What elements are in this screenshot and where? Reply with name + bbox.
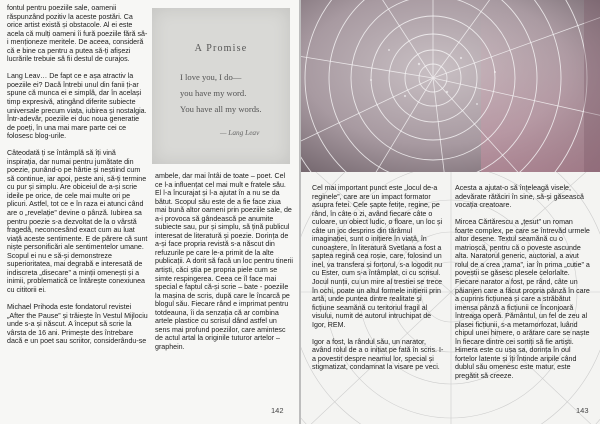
- quote-title: A Promise: [194, 43, 248, 54]
- right-col2-paragraph: Mircea Cărtărescu a „țesut” un roman foarte complex, pe care se întrevăd urmele altor desene. Textul seamănă cu o matrioșcă, pentru că o poveste ascunde alta. Naratorul generic, auctorial, a avut rolul de a crea „rama”, iar în prima „cutie” a poveștii se găsesc plesele celorlalte. Fiecare narator a fost, pe rând, câte un păianjen care a făcut propria pânză în care a cuprins ficțiunea și care a străbătut imensa pânză a ficțiunii ce înconjoară întreaga operă. Pământul, un fel de zeu al plasei ficțiunii, s-a metamorfozat, luând chipul unei himere, o arătare care se naște în fiecare dintre cei sortiți să fie artiști. Himera este cu ușa sa, dorința în oul fortelor latente și îți întinde aripile când dublul său omenesc este matur, este pregătit să creeze.: [455, 218, 590, 380]
- quote-author: — Lang Leav: [220, 128, 260, 137]
- page-number-left: 142: [271, 406, 284, 415]
- quote-card: [152, 8, 290, 164]
- left-col2-paragraph: ambele, dar mai întâi de toate – poet. Cel ce l-a influențat cel mai mult e fratele său. El l-a încurajat și l-a ajutat în a nu se da bătut. Scopul său este de a fie face ziua mai bună altor oameni prin poeziile sale, de a-i provoca să gândească pe anumite subiecte sau, pur și simplu, să țină publicul interesat de literatură și poezie. Dorința de a-și face propria revistă s-a născut din refuzurile pe care le-a primit de la alte publicații. A dorit să facă un loc pentru tinerii artiști, căci știa pe propria piele cum se simte respingerea. Ceea ce îl face mai special e faptul că-și scrie – bate - poeziile la mașina de scris, după care le încarcă pe blogul său. Fiecare rând e imprimat pentru totdeauna, îi da senzația că ar combina artele plastice cu scrisul dând astfel un sens mai profund poeziilor, care amintesc de actul artal la originile tuturor artelor – graphein.: [155, 172, 293, 351]
- quote-line: You have all my words.: [180, 104, 262, 114]
- right-column-1: [312, 184, 444, 404]
- right-page: [301, 0, 600, 424]
- left-page: [0, 0, 299, 424]
- spider-web-photo: [301, 0, 600, 172]
- left-col1-paragraph: Lang Leav… De fapt ce e așa atractiv la poeziile ei? Dacă întrebi unul din fanii ți-ar spune că munca ei e simplă, dar în același timp expresivă, atingând diferite subiecte universale precum viața, iubirea și nostalgia. Într-adevăr, poeziile ei duc noua generatie de poeți, în una mai mare parte cei ce folosesc blog-urile.: [7, 72, 147, 141]
- left-col1-paragraph: fontul pentru poeziile sale, oamenii răspunzând pozitiv la aceste postări. Ca orice artist există și obstacole. Al ei este acela că mulți oameni îi fură poeziile fără să-i menționeze meritele. De aceea, consideră că e bine ca pentru a putea să-ți afișezi lucrările trebuie să fii destul de curajos.: [7, 4, 148, 64]
- left-column-1: [7, 4, 148, 408]
- right-col2-paragraph: Acesta a ajutat-o să înțeleagă visele, adevărate rătăciri în sine, să-și găsească vocația creatoare.: [455, 184, 584, 210]
- page-number-right: 143: [576, 406, 589, 415]
- left-col1-paragraph: Câteodată ți se întâmplă să îți vină inspirația, dar numai pentru jumătate din poezie, punând-o pe hârtie și neștiind cum să continue, iar apoi, peste ani, să-ți termine cu pur și simplu. Are obiceiul de a-și scrie ideile pe orice, de cele mai multe ori pe plicuri. Astfel, tot ce e în raza ei atunci când are o „revelație” devine o pânză. Iubirea sa pentru poezie s-a dezvoltat de la o vârstă fragedă, neconcesând exact cum au luat viață aceste sentimente. E de părere că sunt niște personificări ale sentimentelor umane. Scopul ei nu e să-și demonstreze superioritatea, mai degrabă e interesată de indiscreta „disecare” a minții omenești și a inimii, problematică ce întărește conexiunea cu cititorii ei.: [7, 149, 148, 294]
- right-column-2: [455, 184, 591, 406]
- quote-line: I love you, I do—: [180, 72, 242, 82]
- left-column-2: [155, 172, 293, 400]
- quote-line: you have my word.: [180, 88, 247, 98]
- right-col1-paragraph: Igor a fost, la rândul său, un narator, având rolul de a o inițiat pe fată în scris. I-a povestit despre neamul lor, special și stigmatizat, condamnat la visare pe veci.: [312, 337, 444, 372]
- right-col1-paragraph: Cel mai important punct este „locul de-a reginele”, care are un impact formator asupra fetei. Cele șapte fetițe, regine, pe rând, în câte o zi, având fiecare câte o culoare, un obiect ludic, o floare, un loc și câte un joc desprins din tărâmul imaginației, sunt o inițiere în viață, în cunoaștere, în literatură Svetlana a fost a șaptea regină cea roșie, care, folosind un inel, va transfera și forțorul, s-a logodit nu cu Ester, cum s-a întâmplat, ci cu scrisul. Jocul nunții, cu un mire al trestiei se trece în ochi, poate un altul formele inițierii prin artă, unde puntea dintre realitate și ficțiune seamănă cu teritoriul fragil al visului, numit de autorul intruchipat de Igor, REM.: [312, 184, 443, 329]
- left-col1-paragraph: Michael Prihoda este fondatorul revistei „After the Pause” și trăiește în Vestul Mijlociu unde s-a și născut. A început să scrie la vârsta de 16 ani. Primește des întrebare dacă e un poet sau scriitor, considerându-se: [7, 303, 148, 346]
